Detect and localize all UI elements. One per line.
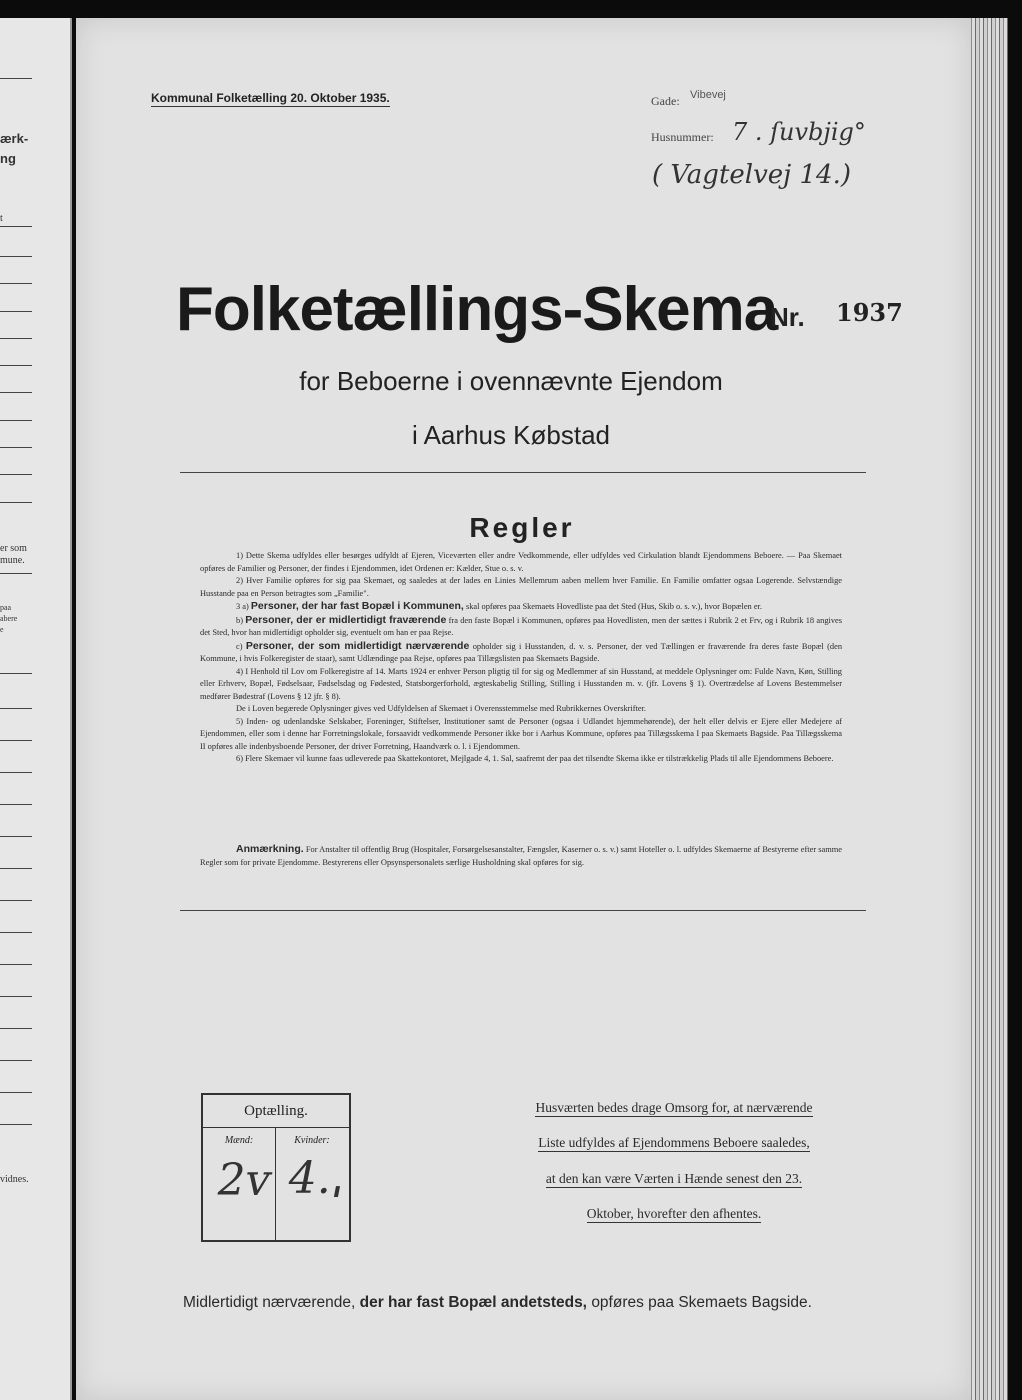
rule-prefix: b) [236, 615, 243, 625]
notice-text: at den kan være Værten i Hænde senest den 23. [545, 1171, 803, 1186]
rule-body: skal opføres paa Skemaets Hovedliste paa det Sted (Hus, Skib o. s. v.), hvor Bopælen er. [465, 602, 762, 611]
form-number: 1937 [836, 298, 903, 327]
adjacent-left-page [0, 18, 72, 1400]
page-fragment: mune. [0, 555, 25, 566]
ruled-line [0, 1092, 32, 1093]
rules-heading: Regler [469, 512, 575, 543]
divider [180, 910, 866, 911]
rule-body: opholder sig i Husstanden, d. v. s. Personer, der ved Tællingen er fraværende fra deres faste Bopæl (den Kommune, i hvis Folkeregister de staar), samt Udlændinge paa Rejse, opføres paa Tillægslisten paa Skemaets Bagside. [200, 641, 843, 663]
ruled-line [0, 964, 32, 965]
ruled-line [0, 78, 32, 79]
ruled-line [0, 256, 32, 257]
rule-prefix: 3 a) [236, 602, 249, 611]
ruled-line [0, 474, 32, 475]
remark [200, 843, 842, 869]
remark-body: For Anstalter til offentlig Brug (Hospitaler, Forsørgelsesanstalter, Fængsler, Kaserner o. s. v.) samt Hoteller o. l. udfyldes Skemaerne af Bestyrerne efter samme Regler som for private Ejendomme. Bestyrerens eller Opsynspersonalets særlige Husholdning skal opføres for sig. [200, 845, 842, 867]
rule-heading: Personer, der har fast Bopæl i Kommunen, [250, 600, 464, 612]
gade-label: Gade: [651, 94, 680, 108]
page-fragment: er som [0, 543, 27, 554]
footer-emphasis: der har fast Bopæl andetsteds, [359, 1294, 587, 1311]
ruled-line [0, 311, 32, 312]
ruled-line [0, 502, 32, 503]
ruled-line [0, 708, 32, 709]
notice-text: Husværten bedes drage Omsorg for, at nærværende [535, 1100, 813, 1115]
notice-text: Liste udfyldes af Ejendommens Beboere saaledes, [538, 1135, 810, 1150]
ruled-line [0, 996, 32, 997]
page-edges [968, 18, 1008, 1400]
remark-heading: Anmærkning. [236, 843, 304, 855]
ruled-line [0, 932, 32, 933]
ruled-line [0, 868, 32, 869]
ruled-line [0, 1060, 32, 1061]
page-fragment: ng [0, 151, 16, 166]
rule-4b: De i Loven begærede Oplysninger gives ved Udfyldelsen af Skemaet i Overensstemmelse med Rubrikkernes Overskrifter. [236, 704, 647, 713]
rule-6: 6) Flere Skemaer vil kunne faas udleverede paa Skattekontoret, Mejlgade 4, 1. Sal, saafremt der paa det tilsendte Skema ikke er tilstrækkelig Plads til alle Ejendommens Beboere. [236, 754, 834, 763]
rule-3b [200, 614, 842, 640]
husnummer-label: Husnummer: [651, 130, 714, 144]
number-label: Nr. [770, 302, 805, 332]
subtitle-line-1: for Beboerne i ovennævnte Ejendom [299, 366, 723, 396]
tally-title: Optælling. [203, 1095, 349, 1128]
rule-1: 1) Dette Skema udfyldes eller besørges udfyldt af Ejeren, Viceværten eller andre Vedkommende, eller udfyldes ved Cirkulation blandt Ejendommens Beboere. — Paa Skemaet opføres de Familier og Personer, der findes i Ejendommen, idet Ordenen er: Kælder, Stue o. s. v. [200, 551, 842, 573]
husnummer-value: 7 . ſuvbjig° [732, 118, 866, 146]
page-fragment: e [0, 625, 4, 634]
census-header: Kommunal Folketælling 20. Oktober 1935. [151, 91, 390, 105]
footer-note [183, 1294, 812, 1312]
footer-part: opføres paa Skemaets Bagside. [591, 1294, 812, 1311]
ruled-line [0, 283, 32, 284]
women-count: 4.ˌ [288, 1153, 344, 1204]
husnummer-note: ( Vagtelvej 14.) [652, 160, 851, 190]
ruled-line [0, 226, 32, 227]
ruled-line [0, 900, 32, 901]
footer-part: Midlertidigt nærværende, [183, 1294, 356, 1311]
ruled-line [0, 1028, 32, 1029]
rule-4: 4) I Henhold til Lov om Folkeregistre af 14. Marts 1924 er enhver Person pligtig til for sig og Medlemmer af sin Husstand, at meddele Oplysninger om: Fulde Navn, Køn, Stilling eller Erhverv, Bopæl, Fødselsaar, Fødselsdag og Fødested, Statsborgerforhold, ægteskabelig Stilling, Stilling i Husstanden m. v. (jfr. Lovens § 1). Overtrædelse af Lovens Bestemmelser medfører Bødestraf (Lovens § 12 jfr. § 8). [200, 666, 842, 701]
divider [180, 472, 866, 473]
page-fragment: t [0, 213, 3, 224]
subtitle-line-2: i Aarhus Købstad [412, 420, 610, 450]
notice-line-4 [508, 1206, 840, 1222]
ruled-line [0, 1124, 32, 1125]
form-title: Folketællings-Skema [176, 275, 778, 344]
ruled-line [0, 573, 32, 574]
page-fragment: vidnes. [0, 1174, 29, 1185]
rule-heading: Personer, der som midlertidigt nærværende [245, 639, 470, 652]
rule-3c [200, 640, 842, 666]
ruled-line [0, 836, 32, 837]
ruled-line [0, 772, 32, 773]
notice-line-3 [508, 1171, 840, 1187]
gade-value: Vibevej [690, 89, 726, 101]
notice-text: Oktober, hvorefter den afhentes. [586, 1206, 762, 1221]
women-label: Kvinder: [294, 1135, 330, 1146]
rule-body: fra den faste Bopæl i Kommunen, opføres paa Hovedlisten, men der sættes i Rubrik 2 et Frv, og i Rubrik 18 angives det Sted, hvor han midlertidigt opholder sig, eventuelt om han er paa Rejse. [200, 615, 843, 637]
tally-box [201, 1093, 351, 1242]
rule-5: 5) Inden- og udenlandske Selskaber, Foreninger, Stiftelser, Institutioner samt de Personer (ogsaa i Udlandet hjemmehørende), der helt eller delvis er Ejere eller Medejere af Ejendommen, eller som i denne har Forretningslokale, forsaavidt vedkommende Personer ikke bor i Aarhus Kommune, opføres paa Tillægsskema I paa Skemaets Bagside. Paa Tillægsskema II opføres alle indenbysboende Personer, der driver Forretning, Haandværk o. l. i Ejendommen. [200, 716, 842, 751]
rules-text [200, 550, 842, 766]
rule-2: 2) Hver Familie opføres for sig paa Skemaet, og saaledes at der lades en Linies Mellemrum aaben mellem hver Familie. En Familie omfatter ogsaa Logerende. Selvstændige Husstande paa en Person betragtes som „Familie". [200, 576, 842, 598]
page-fragment: abere [0, 614, 18, 623]
ruled-line [0, 673, 32, 674]
ruled-line [0, 804, 32, 805]
rule-3a [200, 600, 842, 614]
men-count: 2ᴠ [217, 1155, 271, 1206]
ruled-line [0, 740, 32, 741]
page-fragment: paa [0, 603, 12, 612]
notice-line-2 [508, 1135, 840, 1151]
page-fragment: ærk- [0, 131, 29, 146]
men-label: Mænd: [224, 1135, 254, 1146]
rule-heading: Personer, der er midlertidigt fraværende [245, 613, 447, 626]
ruled-line [0, 338, 32, 339]
rule-prefix: c) [236, 641, 243, 651]
notice-line-1 [508, 1100, 840, 1116]
